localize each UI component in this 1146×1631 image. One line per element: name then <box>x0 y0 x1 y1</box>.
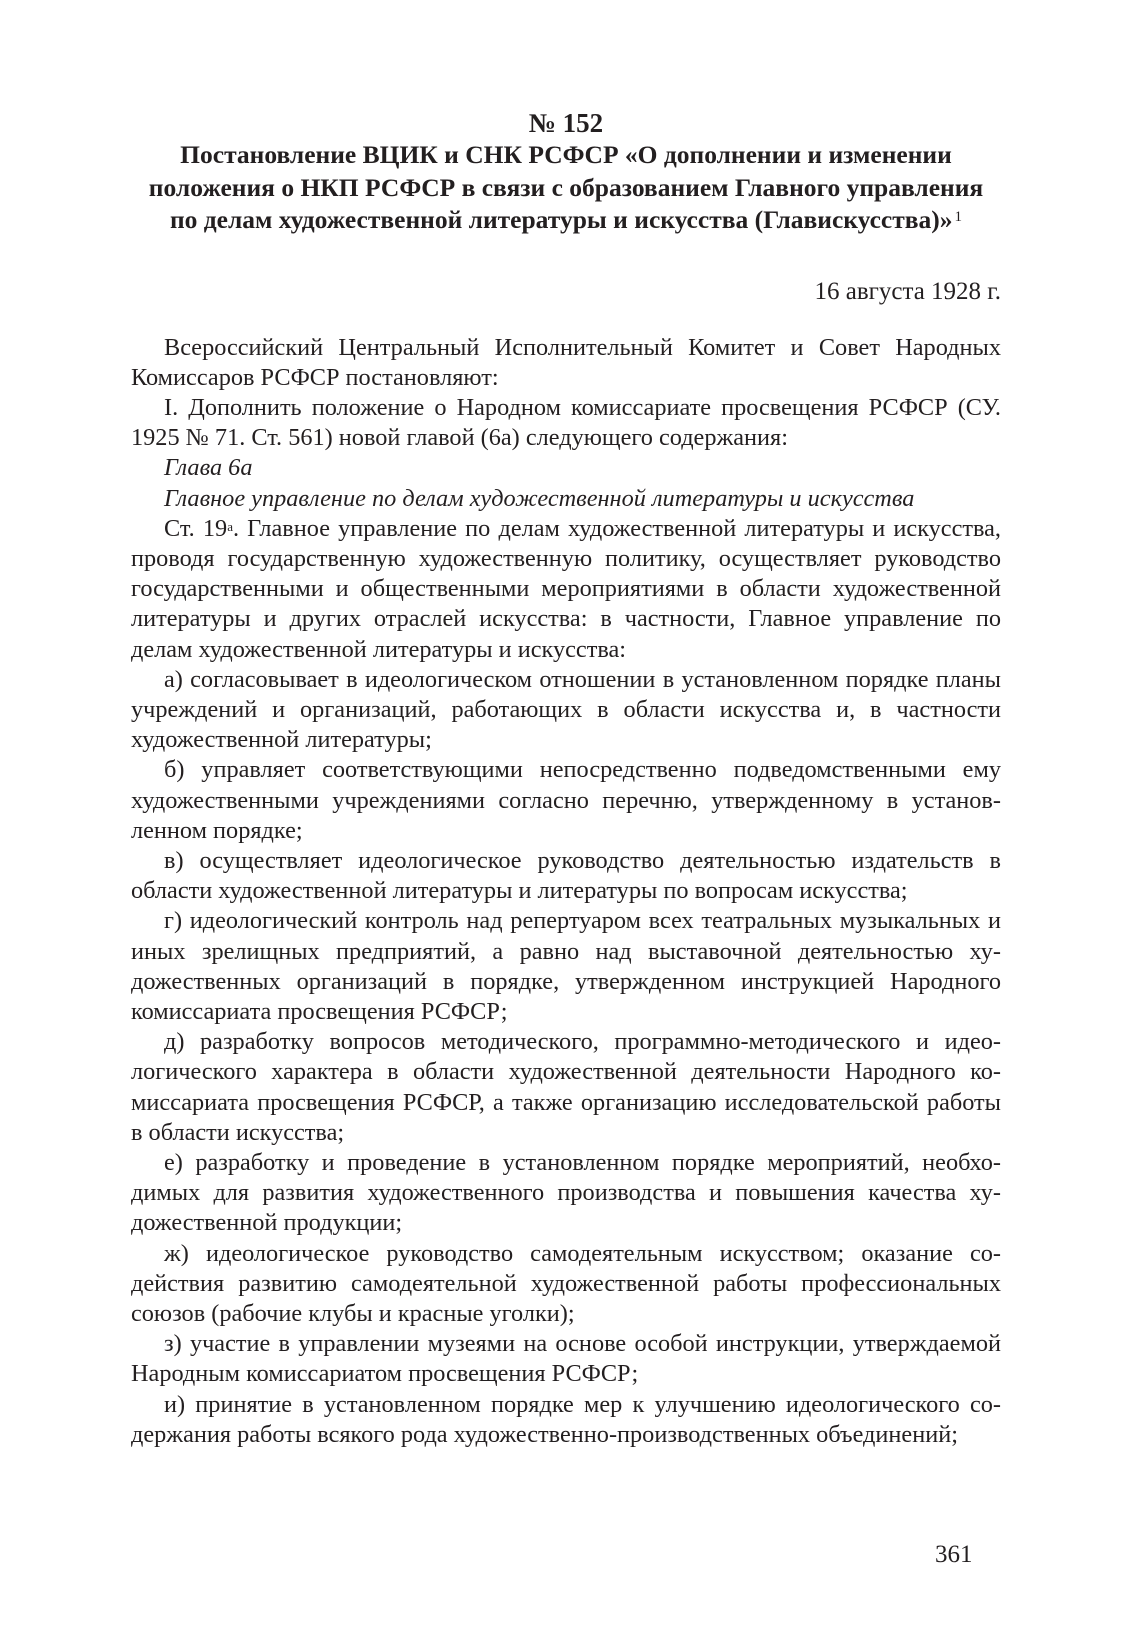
article-text: . Главное управление по делам художественной литературы и искусства, проводя государственную художественную политику, осуществляет руководство государственными и общественными мероприятиями в области художественной литературы и других отраслей искусства: в частности, Главное управление по делам художественной литературы и искусства: <box>131 514 1002 663</box>
list-item: в) осуществляет идеологическое руководство деятельностью издательств в области художественной литературы и литературы по вопросам искусства; <box>131 846 1001 905</box>
list-item: е) разработку и проведение в установленном порядке мероприятий, необходимых для развития художественного производства и повышения качества художественной продукции; <box>131 1148 1001 1237</box>
document-date: 16 августа 1928 г. <box>814 277 1001 305</box>
section-1-paragraph: I. Дополнить положение о Народном комиссариате просвещения РСФСР (СУ. 1925 № 71. Ст. 561) новой главой (6а) следующего содержания: <box>131 393 1001 452</box>
document-number: № 152 <box>528 108 604 138</box>
document-title <box>131 139 1001 237</box>
article-superscript: а <box>227 518 233 534</box>
list-item: г) идеологический контроль над репертуаром всех театральных музыкальных и иных зрелищных предприятий, а равно над выставочной деятельностью художественных организаций в порядке, утвержденном инструкцией Народного комиссариата просвещения РСФСР; <box>131 907 1001 1025</box>
document-body <box>131 333 1001 1451</box>
page-number: 361 <box>935 1541 973 1568</box>
list-item: а) согласовывает в идеологическом отношении в установленном порядке планы учреждений и организаций, работающих в области искусства и, в частности художественной литературы; <box>131 665 1001 754</box>
list-item: з) участие в управлении музеями на основе особой инструкции, утверждаемой Народным комиссариатом просвещения РСФСР; <box>131 1330 1001 1388</box>
document-title-text: Постановление ВЦИК и СНК РСФСР «О дополнении и изменении положения о НКП РСФСР в связи с образованием Главного управления по делам художественной литературы и искусства (Главискусства)» <box>148 140 984 234</box>
document-page <box>131 108 1001 1450</box>
chapter-heading: Глава 6а <box>164 454 253 482</box>
list-item: б) управляет соответствующими непосредственно подведомственными ему художественными учреждениями согласно перечню, утвержденному в установленном порядке; <box>131 756 1001 844</box>
list-item: и) принятие в установленном порядке мер к улучшению идеологического содержания работы всякого рода художественно-производственных объединений; <box>131 1390 1001 1448</box>
chapter-subtitle: Главное управление по делам художественной литературы и искусства <box>164 484 915 512</box>
article-number: Ст. 19 <box>164 514 228 542</box>
footnote-marker: 1 <box>954 209 963 225</box>
list-item: ж) идеологическое руководство самодеятельным искусством; оказание содействия развитию самодеятельной художественной работы профессиональных союзов (рабочие клубы и красные уголки); <box>131 1239 1001 1327</box>
article-19a-paragraph <box>131 514 1001 665</box>
preamble-paragraph: Всероссийский Центральный Исполнительный Комитет и Совет Народных Комиссаров РСФСР постановляют: <box>131 333 1001 391</box>
list-item: д) разработку вопросов методического, программно-методического и идеологического характера в области художественной деятельности Народного комиссариата просвещения РСФСР, а также организацию исследовательской работы в области искусства; <box>131 1028 1001 1146</box>
